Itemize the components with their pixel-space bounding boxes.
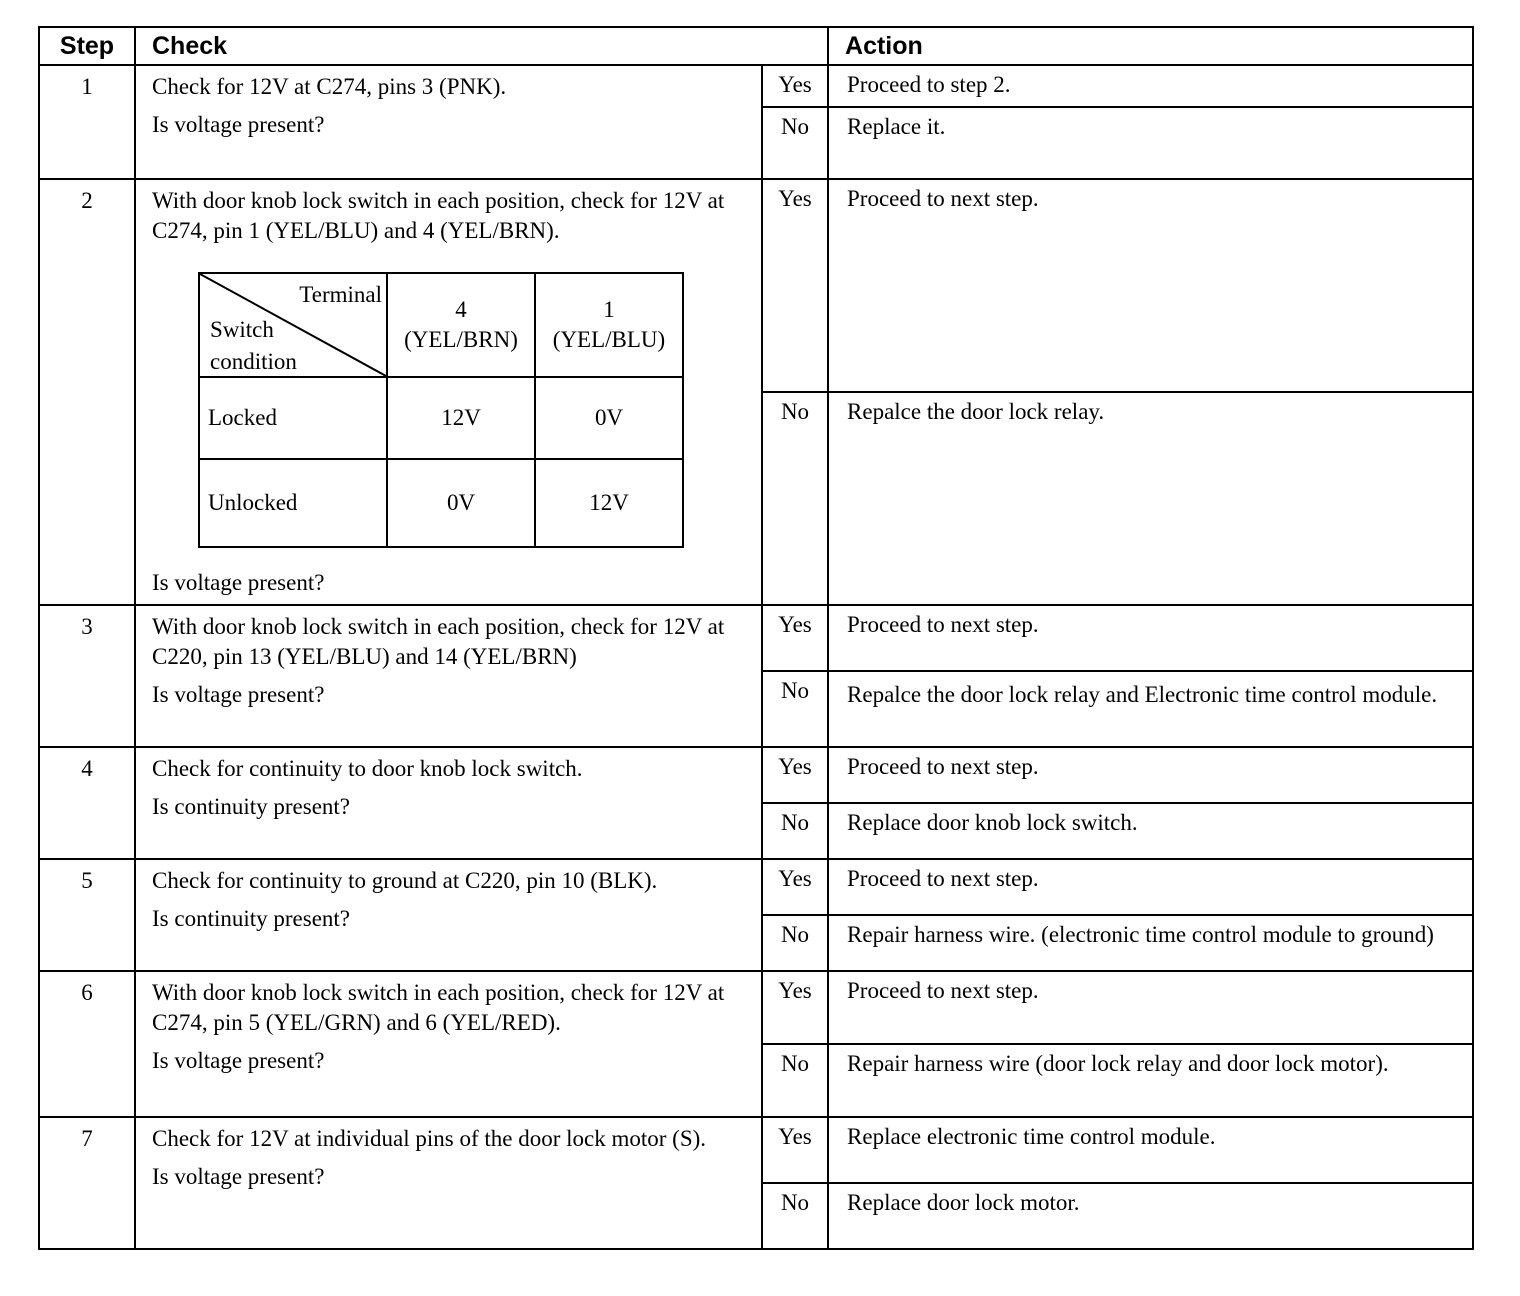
step-check [135,65,762,179]
pin-number: 1 [603,297,615,322]
yes-label: Yes [762,859,828,915]
step-row-1-yes [39,65,1473,107]
yes-label: Yes [762,605,828,671]
step-check [135,859,762,971]
step-number: 6 [39,971,135,1117]
voltage-value: 12V [535,459,683,547]
condition-label: Locked [199,377,387,459]
step-check [135,971,762,1117]
step-number: 4 [39,747,135,859]
voltage-row-unlocked [199,459,683,547]
no-action: Repalce the door lock relay. [828,392,1473,605]
no-action: Replace door lock motor. [828,1183,1473,1249]
no-action: Repalce the door lock relay and Electronic time control module. [828,671,1473,747]
wire-color: (YEL/BRN) [404,327,518,352]
step-check [135,605,762,747]
switch-condition-label: Switch condition [210,317,297,374]
column-header-pin-4 [387,273,535,377]
yes-action: Proceed to next step. [828,971,1473,1044]
step-number: 2 [39,179,135,605]
step-check [135,1117,762,1249]
voltage-value: 12V [387,377,535,459]
check-text: With door knob lock switch in each position, check for 12V at C274, pin 5 (YEL/GRN) and 6 (YEL/RED). [152,980,725,1035]
check-text: With door knob lock switch in each position, check for 12V at C274, pin 1 (YEL/BLU) and 4 (YEL/BRN). [152,188,725,243]
no-action: Repair harness wire (door lock relay and door lock motor). [828,1044,1473,1117]
yes-label: Yes [762,179,828,392]
step-number: 7 [39,1117,135,1249]
check-text: Check for 12V at individual pins of the door lock motor (S). [152,1126,707,1151]
step-row-6-yes [39,971,1473,1044]
check-text: Check for continuity to ground at C220, pin 10 (BLK). [152,868,658,893]
no-label: No [762,915,828,971]
condition-label: Unlocked [199,459,387,547]
voltage-row-locked [199,377,683,459]
yes-label: Yes [762,747,828,803]
step-check [135,747,762,859]
step-row-4-yes [39,747,1473,803]
step-number: 5 [39,859,135,971]
terminal-label: Terminal [299,282,382,307]
step-row-5-yes [39,859,1473,915]
no-label: No [762,803,828,859]
step-row-7-yes [39,1117,1473,1183]
check-question: Is voltage present? [152,682,325,707]
no-action: Repair harness wire. (electronic time control module to ground) [828,915,1473,971]
no-label: No [762,1044,828,1117]
header-row [39,27,1473,65]
check-question: Is continuity present? [152,794,351,819]
yes-label: Yes [762,65,828,107]
step-number: 1 [39,65,135,179]
no-action: Replace it. [828,107,1473,179]
column-header-pin-1 [535,273,683,377]
no-label: No [762,1183,828,1249]
wire-color: (YEL/BLU) [552,327,666,352]
voltage-value: 0V [387,459,535,547]
check-text: Check for continuity to door knob lock switch. [152,756,583,781]
yes-action: Replace electronic time control module. [828,1117,1473,1183]
no-label: No [762,392,828,605]
header-action: Action [828,27,1473,65]
check-text: Check for 12V at C274, pins 3 (PNK). [152,74,507,99]
voltage-table-corner [199,273,387,377]
voltage-table-header [199,273,683,377]
yes-action: Proceed to next step. [828,605,1473,671]
yes-action: Proceed to next step. [828,179,1473,392]
no-label: No [762,671,828,747]
yes-action: Proceed to next step. [828,747,1473,803]
check-question: Is voltage present? [152,570,325,595]
check-question: Is continuity present? [152,906,351,931]
yes-label: Yes [762,971,828,1044]
step-row-2-yes [39,179,1473,392]
header-step: Step [39,27,135,65]
yes-action: Proceed to next step. [828,859,1473,915]
check-text: With door knob lock switch in each position, check for 12V at C220, pin 13 (YEL/BLU) and 14 (YEL/BRN) [152,614,725,669]
check-question: Is voltage present? [152,1164,325,1189]
yes-label: Yes [762,1117,828,1183]
header-check: Check [135,27,828,65]
pin-number: 4 [455,297,467,322]
troubleshooting-table [38,26,1474,1250]
voltage-value: 0V [535,377,683,459]
check-question: Is voltage present? [152,1048,325,1073]
no-label: No [762,107,828,179]
yes-action: Proceed to step 2. [828,65,1473,107]
voltage-table [198,272,684,548]
no-action: Replace door knob lock switch. [828,803,1473,859]
step-number: 3 [39,605,135,747]
step-check [135,179,762,605]
check-question: Is voltage present? [152,112,325,137]
step-row-3-yes [39,605,1473,671]
